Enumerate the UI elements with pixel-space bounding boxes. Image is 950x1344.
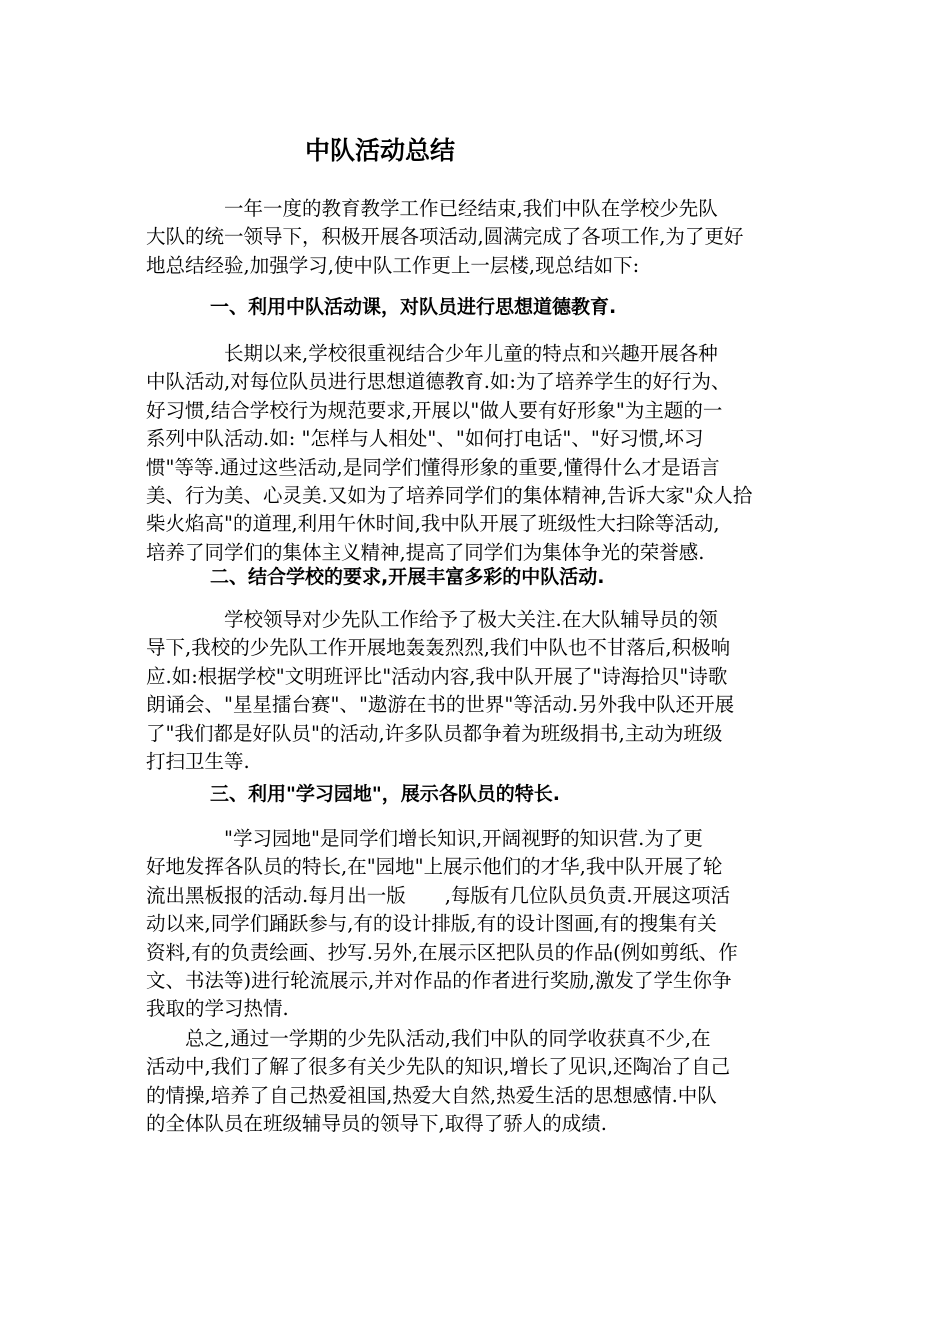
section-2-line: 了"我们都是好队员"的活动,许多队员都争着为班级捐书,主动为班级 xyxy=(146,721,723,745)
section-3-line: "学习园地"是同学们增长知识,开阔视野的知识营.为了更 xyxy=(146,827,703,850)
section-heading-3: 三、利用"学习园地"，展示各队员的特长. xyxy=(210,783,561,805)
section-2-line: 应.如:根据学校"文明班评比"活动内容,我中队开展了"诗海拾贝"诗歌 xyxy=(146,664,728,688)
section-2-line: 学校领导对少先队工作给予了极大关注.在大队辅导员的领 xyxy=(146,608,718,631)
section-1-line: 惯"等等.通过这些活动,是同学们懂得形象的重要,懂得什么才是语言 xyxy=(146,455,720,479)
intro-line: 地总结经验,加强学习,使中队工作更上一层楼,现总结如下: xyxy=(146,253,640,277)
section-2-line: 朗诵会、"星星擂台赛"、"遨游在书的世界"等活动.另外我中队还开展 xyxy=(146,693,735,717)
section-heading-2: 二、结合学校的要求,开展丰富多彩的中队活动. xyxy=(210,566,605,588)
section-3-line: 流出黑板报的活动.每月出一版 ,每版有几位队员负责.开展这项活 xyxy=(146,883,731,907)
intro-paragraph xyxy=(146,195,808,280)
section-2-paragraph xyxy=(146,606,808,776)
section-1-paragraph xyxy=(146,340,808,567)
section-3-line: 好地发挥各队员的特长,在"园地"上展示他们的才华,我中队开展了轮 xyxy=(146,855,723,879)
conclusion-line: 总之,通过一学期的少先队活动,我们中队的同学收获真不少,在 xyxy=(146,1027,711,1050)
section-1-line: 系列中队活动.如: "怎样与人相处"、"如何打电话"、"好习惯,坏习 xyxy=(146,427,704,451)
section-3-line: 文、书法等)进行轮流展示,并对作品的作者进行奖励,激发了学生你争 xyxy=(146,969,732,993)
intro-line: 一年一度的教育教学工作已经结束,我们中队在学校少先队 xyxy=(146,197,718,220)
section-3-line: 我取的学习热情. xyxy=(146,997,289,1021)
section-2-line: 导下,我校的少先队工作开展地轰轰烈烈,我们中队也不甘落后,积极响 xyxy=(146,636,731,660)
section-1-line: 好习惯,结合学校行为规范要求,开展以"做人要有好形象"为主题的一 xyxy=(146,398,723,422)
document-title: 中队活动总结 xyxy=(305,136,456,165)
section-heading-1: 一、利用中队活动课，对队员进行思想道德教育. xyxy=(210,296,617,318)
conclusion-line: 的情操,培养了自己热爱祖国,热爱大自然,热爱生活的思想感情.中队 xyxy=(146,1083,717,1107)
section-1-line: 长期以来,学校很重视结合少年儿童的特点和兴趣开展各种 xyxy=(146,342,718,365)
section-3-line: 资料,有的负责绘画、抄写.另外,在展示区把队员的作品(例如剪纸、作 xyxy=(146,940,738,964)
section-3-line: 动以来,同学们踊跃参与,有的设计排版,有的设计图画,有的搜集有关 xyxy=(146,912,717,936)
section-1-line: 培养了同学们的集体主义精神,提高了同学们为集体争光的荣誉感. xyxy=(146,540,705,564)
section-1-line: 美、行为美、心灵美.又如为了培养同学们的集体精神,告诉大家"众人拾 xyxy=(146,484,753,508)
intro-line: 大队的统一领导下，积极开展各项活动,圆满完成了各项工作,为了更好 xyxy=(146,225,744,249)
section-1-line: 柴火焰高"的道理,利用午休时间,我中队开展了班级性大扫除等活动, xyxy=(146,512,720,536)
section-1-line: 中队活动,对每位队员进行思想道德教育.如:为了培养学生的好行为、 xyxy=(146,370,731,394)
section-2-line: 打扫卫生等. xyxy=(146,750,250,774)
conclusion-line: 活动中,我们了解了很多有关少先队的知识,增长了见识,还陶冶了自己 xyxy=(146,1055,731,1079)
conclusion-line: 的全体队员在班级辅导员的领导下,取得了骄人的成绩. xyxy=(146,1112,607,1136)
section-3-paragraph xyxy=(146,825,808,1024)
conclusion-paragraph xyxy=(146,1025,808,1139)
